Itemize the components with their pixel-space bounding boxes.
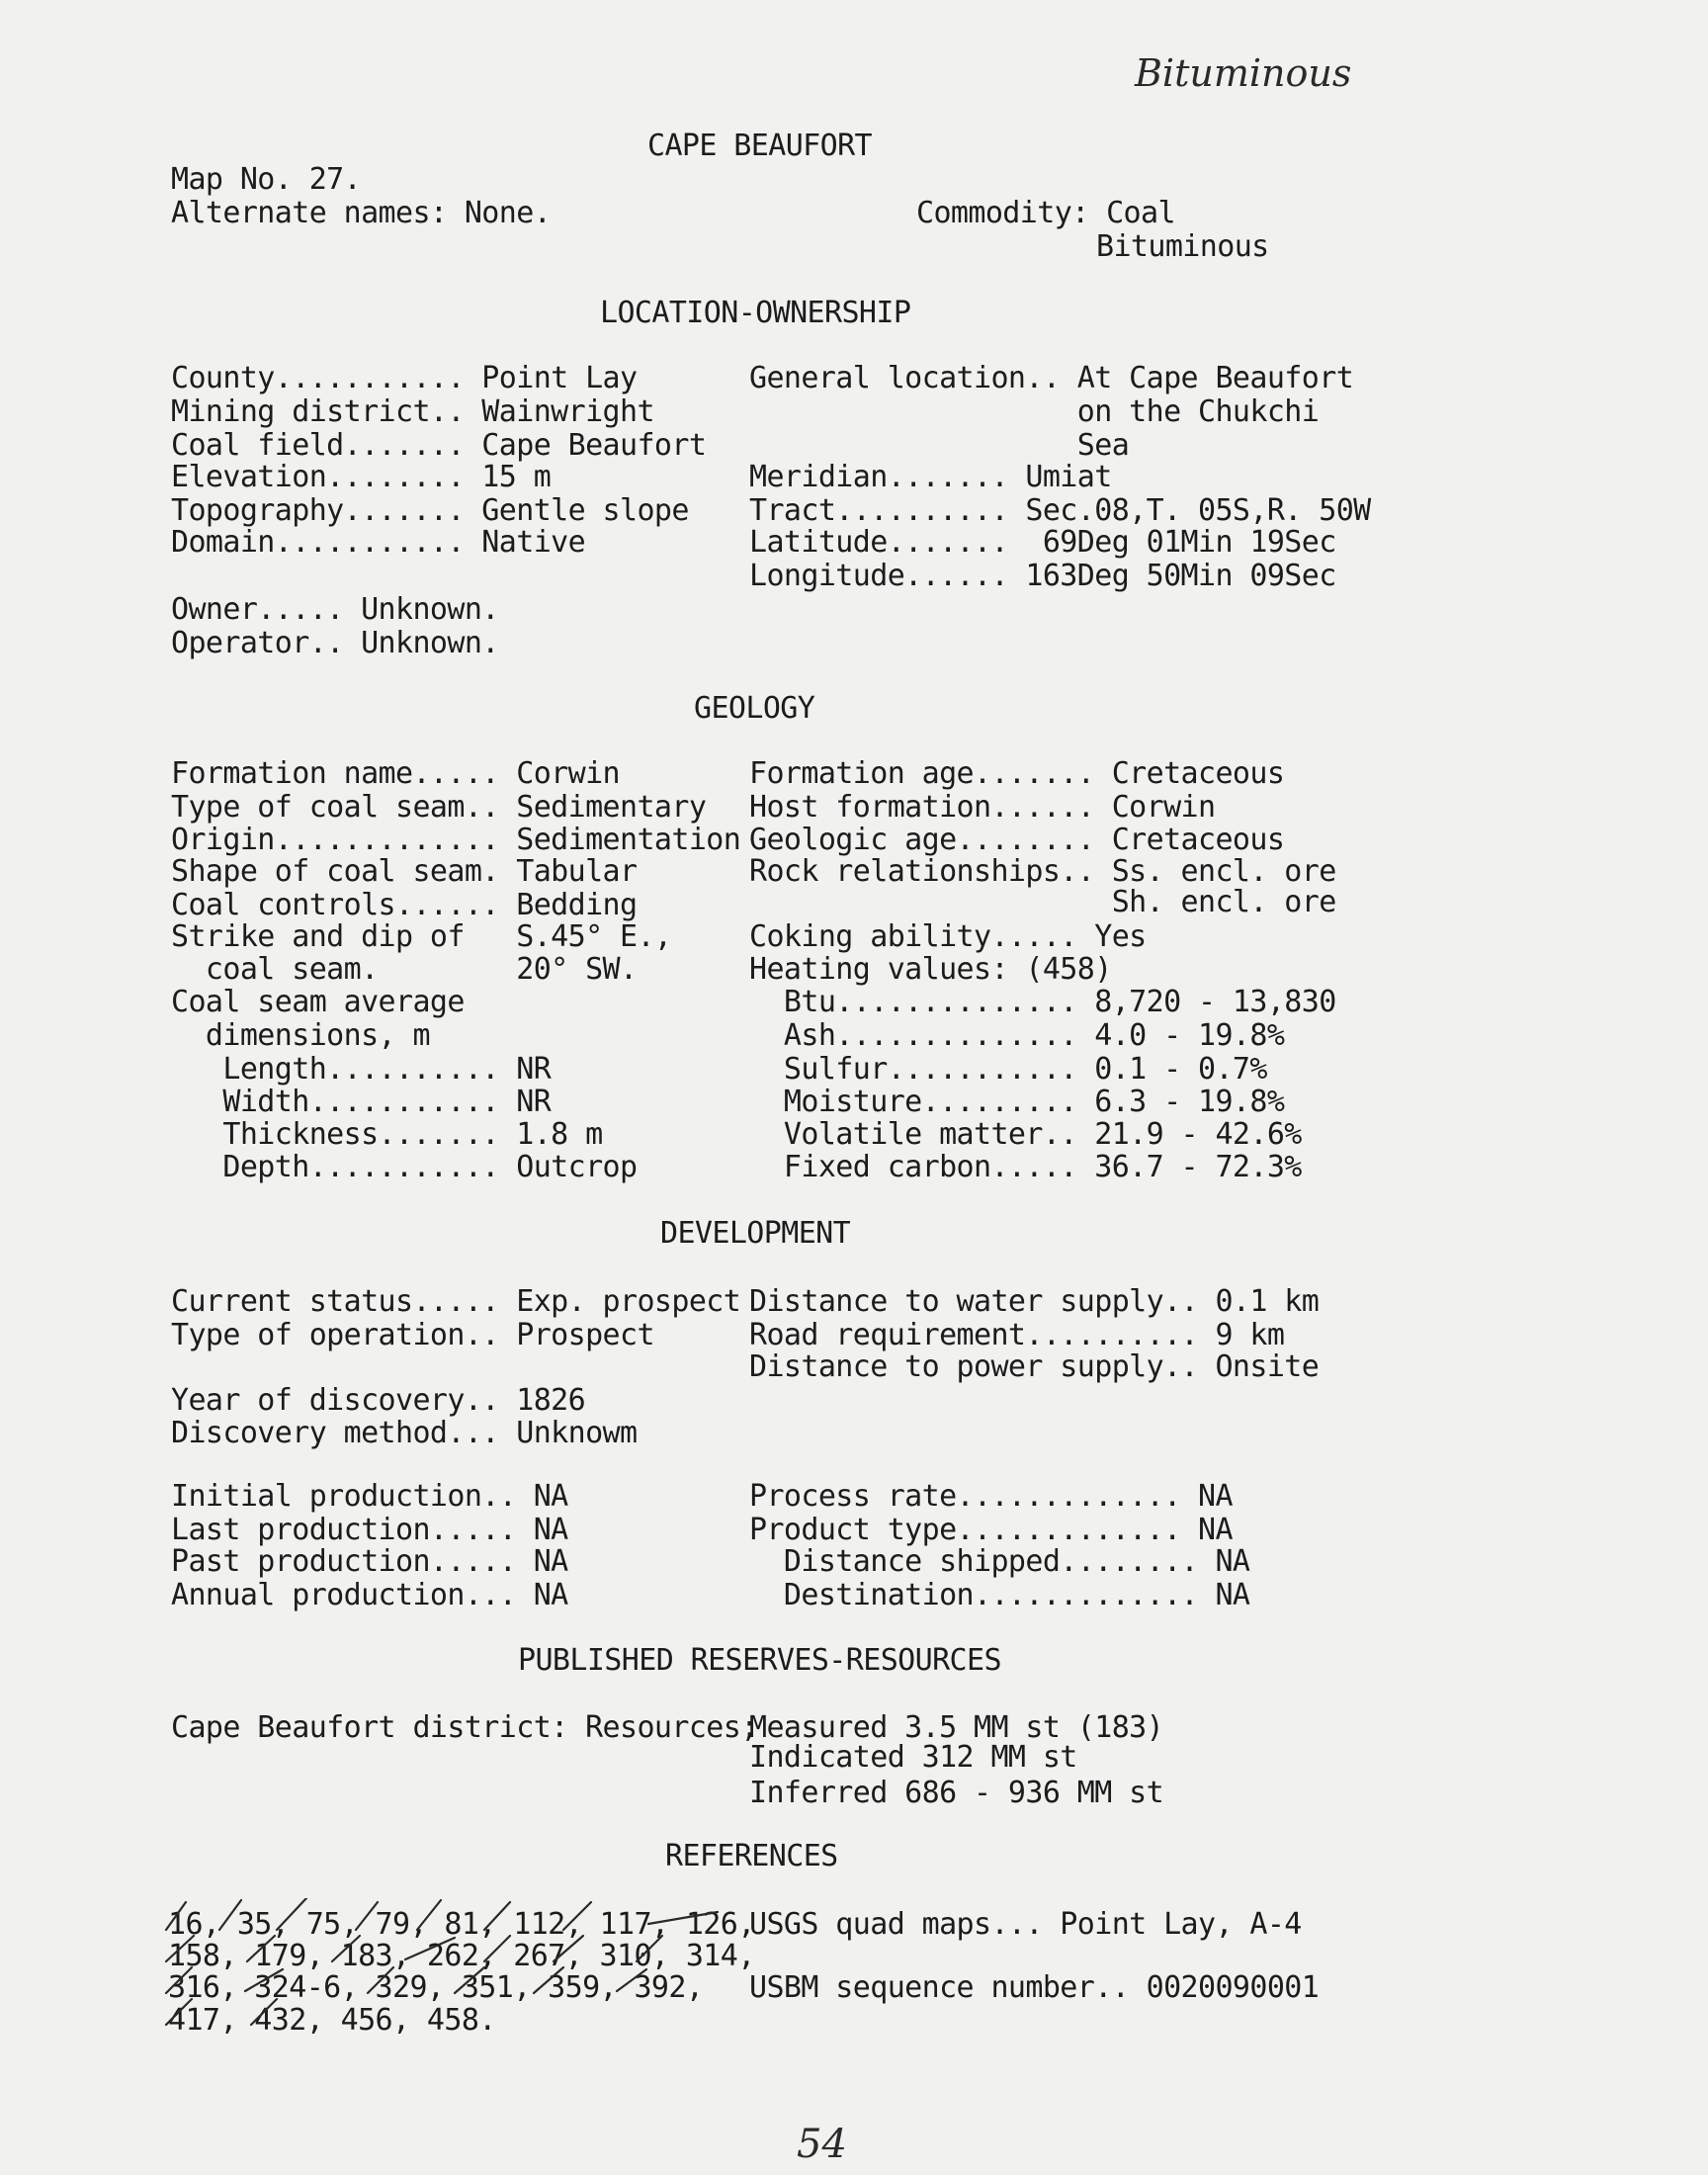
reference-numbers-line: 158, 179, 183, 262, 267, 310, 314, — [168, 1939, 755, 1973]
map-number: Map No. 27. — [171, 162, 362, 197]
commodity: Commodity: Coal — [916, 196, 1175, 230]
reference-numbers-line: 417, 432, 456, 458. — [168, 2003, 496, 2038]
production-right-line: Destination............. NA — [749, 1578, 1250, 1612]
location-right-line: Meridian....... Umiat — [749, 460, 1112, 494]
geology-left-line: Width........... NR — [171, 1085, 552, 1119]
reference-numbers-line: 316, 324-6, 329, 351, 359, 392, — [168, 1970, 704, 2005]
geology-left-line: Strike and dip of S.45° E., — [171, 919, 672, 954]
geology-left-line: Shape of coal seam. Tabular — [171, 854, 638, 889]
alternate-names: Alternate names: None. — [171, 196, 552, 230]
location-left-line: Elevation........ 15 m — [171, 460, 552, 494]
location-left-line: Topography....... Gentle slope — [171, 493, 689, 528]
development-left-line: Year of discovery.. 1826 — [171, 1383, 586, 1418]
location-right-line: General location.. At Cape Beaufort — [749, 361, 1354, 395]
production-right-line: Process rate............. NA — [749, 1479, 1233, 1514]
production-right-line: Distance shipped........ NA — [749, 1544, 1250, 1579]
usgs-quad-maps: USGS quad maps... Point Lay, A-4 — [749, 1907, 1302, 1942]
geology-left-line: dimensions, m — [171, 1018, 430, 1053]
geology-left-line: Coal seam average — [171, 985, 465, 1019]
section-heading-reserves: PUBLISHED RESERVES-RESOURCES — [518, 1643, 1001, 1678]
geology-right-line: Fixed carbon..... 36.7 - 72.3% — [749, 1150, 1302, 1184]
location-left-line: Coal field....... Cape Beaufort — [171, 428, 707, 463]
reference-numbers-line: 16, 35, 75, 79, 81, 112, 117, 126, — [168, 1907, 755, 1942]
geology-left-line: Length.......... NR — [171, 1052, 552, 1087]
geology-right-line: Host formation...... Corwin — [749, 790, 1216, 825]
document-title: CAPE BEAUFORT — [647, 129, 872, 163]
reserves-line: Measured 3.5 MM st (183) — [749, 1710, 1164, 1745]
development-right-line: Distance to water supply.. 0.1 km — [749, 1284, 1320, 1319]
geology-right-line: Moisture......... 6.3 - 19.8% — [749, 1085, 1285, 1119]
location-left-line: Mining district.. Wainwright — [171, 394, 654, 429]
geology-right-line: Geologic age........ Cretaceous — [749, 823, 1285, 857]
geology-right-line: Rock relationships.. Ss. encl. ore — [749, 854, 1336, 889]
geology-right-line: Coking ability..... Yes — [749, 919, 1147, 954]
reserves-lead: Cape Beaufort district: Resources; — [171, 1710, 758, 1745]
geology-right-line: Sh. encl. ore — [749, 885, 1336, 919]
geology-left-line: Depth........... Outcrop — [171, 1150, 638, 1184]
location-left-line: County........... Point Lay — [171, 361, 638, 395]
section-heading-geology: GEOLOGY — [694, 691, 815, 726]
section-heading-development: DEVELOPMENT — [660, 1216, 851, 1251]
usbm-sequence-number: USBM sequence number.. 0020090001 — [749, 1970, 1320, 2005]
production-left-line: Initial production.. NA — [171, 1479, 568, 1514]
location-right-line: Longitude...... 163Deg 50Min 09Sec — [749, 559, 1336, 593]
page-number: 54 — [797, 2122, 847, 2167]
reserves-line: Indicated 312 MM st — [749, 1740, 1077, 1775]
geology-left-line: Thickness....... 1.8 m — [171, 1117, 603, 1152]
geology-right-line: Sulfur........... 0.1 - 0.7% — [749, 1052, 1267, 1087]
development-right-line: Distance to power supply.. Onsite — [749, 1349, 1320, 1384]
section-heading-references: REFERENCES — [665, 1839, 838, 1873]
geology-left-line: Type of coal seam.. Sedimentary — [171, 790, 707, 825]
reserves-line: Inferred 686 - 936 MM st — [749, 1776, 1164, 1810]
geology-left-line: Origin............. Sedimentation — [171, 823, 741, 857]
development-right-line: Road requirement.......... 9 km — [749, 1318, 1285, 1352]
location-right-line: Sea — [749, 428, 1130, 463]
operator: Operator.. Unknown. — [171, 626, 499, 660]
production-right-line: Product type............. NA — [749, 1513, 1233, 1547]
geology-right-line: Btu.............. 8,720 - 13,830 — [749, 985, 1336, 1019]
production-left-line: Last production..... NA — [171, 1513, 568, 1547]
location-right-line: Tract.......... Sec.08,T. 05S,R. 50W — [749, 493, 1371, 528]
development-left-line: Current status..... Exp. prospect — [171, 1284, 741, 1319]
location-right-line: Latitude....... 69Deg 01Min 19Sec — [749, 525, 1336, 560]
geology-right-line: Ash.............. 4.0 - 19.8% — [749, 1018, 1285, 1053]
section-heading-location: LOCATION-OWNERSHIP — [600, 296, 911, 330]
commodity-type: Bituminous — [1096, 229, 1269, 264]
geology-right-line: Heating values: (458) — [749, 952, 1112, 987]
geology-left-line: Formation name..... Corwin — [171, 756, 620, 791]
geology-left-line: coal seam. 20° SW. — [171, 952, 638, 987]
reference-strikethrough-marks — [158, 1898, 751, 2046]
location-left-line: Domain........... Native — [171, 525, 586, 560]
handwritten-note: Bituminous — [1135, 51, 1352, 95]
geology-left-line: Coal controls...... Bedding — [171, 888, 638, 922]
geology-right-line: Volatile matter.. 21.9 - 42.6% — [749, 1117, 1302, 1152]
development-left-line: Discovery method... Unknowm — [171, 1416, 638, 1450]
production-left-line: Annual production... NA — [171, 1578, 568, 1612]
owner: Owner..... Unknown. — [171, 592, 499, 627]
production-left-line: Past production..... NA — [171, 1544, 568, 1579]
location-right-line: on the Chukchi — [749, 394, 1320, 429]
development-left-line: Type of operation.. Prospect — [171, 1318, 654, 1352]
geology-right-line: Formation age....... Cretaceous — [749, 756, 1285, 791]
